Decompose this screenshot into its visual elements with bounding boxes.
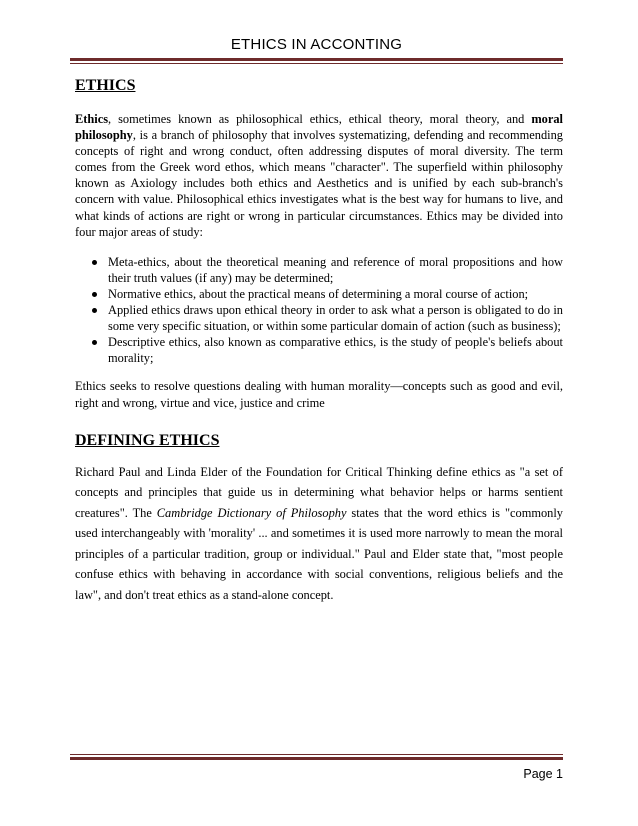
list-item [75, 254, 563, 286]
bullet-icon [92, 260, 97, 265]
header-rule-thin [70, 63, 563, 64]
footer-rule [70, 757, 563, 760]
footer-rule-thin [70, 754, 563, 755]
term-ethics: Ethics [75, 112, 109, 126]
list-item [75, 334, 563, 366]
list-item-text: Descriptive ethics, also known as comparative ethics, is the study of people's beliefs about morality; [108, 335, 563, 366]
intro-text-2: , is a branch of philosophy that involves systematizing, defending and recommending concepts of right and wrong conduct, often addressing disputes of moral diversity. The term comes from the Greek word ethos, which means "character". The superfield within philosophy known as Axiology includes both ethics and Aesthetics and is unified by each sub-branch's concern with value. Philosophical ethics investigates what is the best way for humans to live, and what kinds of actions are right or wrong in particular circumstances. Ethics may be divided into four major areas of study: [75, 128, 563, 239]
running-header: ETHICS IN ACCONTING [230, 36, 403, 53]
bullet-icon [92, 292, 97, 297]
list-item [75, 302, 563, 334]
defining-ethics-paragraph [75, 462, 563, 606]
defining-text-2: states that the word ethics is "commonly used interchangeably with 'morality' ... and sometimes it is used more narrowly to mean the moral principles of a particular tradition, group or individual." Paul and Elder state that, "most people confuse ethics with behaving in accordance with social conventions, religious beliefs and the law", and don't treat ethics as a stand-alone concept. [75, 505, 564, 602]
defining-text-1: Richard Paul and Linda Elder of the Foundation for Critical Thinking define ethics as "a set of concepts and principles that guide us in determining what behavior helps or harms sentient creatures". The [75, 464, 563, 520]
page-number: Page 1 [523, 767, 563, 781]
ethics-closing-paragraph: Ethics seeks to resolve questions dealing with human morality—concepts such as good and evil, right and wrong, virtue and vice, justice and crime [75, 379, 563, 410]
section-heading-ethics: ETHICS [75, 77, 136, 94]
ethics-intro-paragraph [75, 111, 563, 240]
list-item-text: Meta-ethics, about the theoretical meaning and reference of moral propositions and how their truth values (if any) may be determined; [108, 254, 563, 285]
section-heading-defining-ethics: DEFINING ETHICS [75, 431, 220, 449]
list-item-text: Normative ethics, about the practical means of determining a moral course of action; [108, 286, 529, 301]
list-item [75, 286, 563, 302]
list-item-text: Applied ethics draws upon ethical theory in order to ask what a person is obligated to do in some very specific situation, or within some particular domain of action (such as business); [108, 303, 563, 334]
bullet-icon [92, 340, 97, 345]
header-rule [70, 58, 563, 61]
term-moral-philosophy: moral philosophy [75, 112, 563, 143]
intro-text-1: , sometimes known as philosophical ethics, ethical theory, moral theory, and [108, 112, 532, 126]
areas-of-study-list [75, 254, 563, 367]
book-title: Cambridge Dictionary of Philosophy [156, 505, 347, 520]
bullet-icon [92, 308, 97, 313]
document-body [75, 76, 563, 605]
